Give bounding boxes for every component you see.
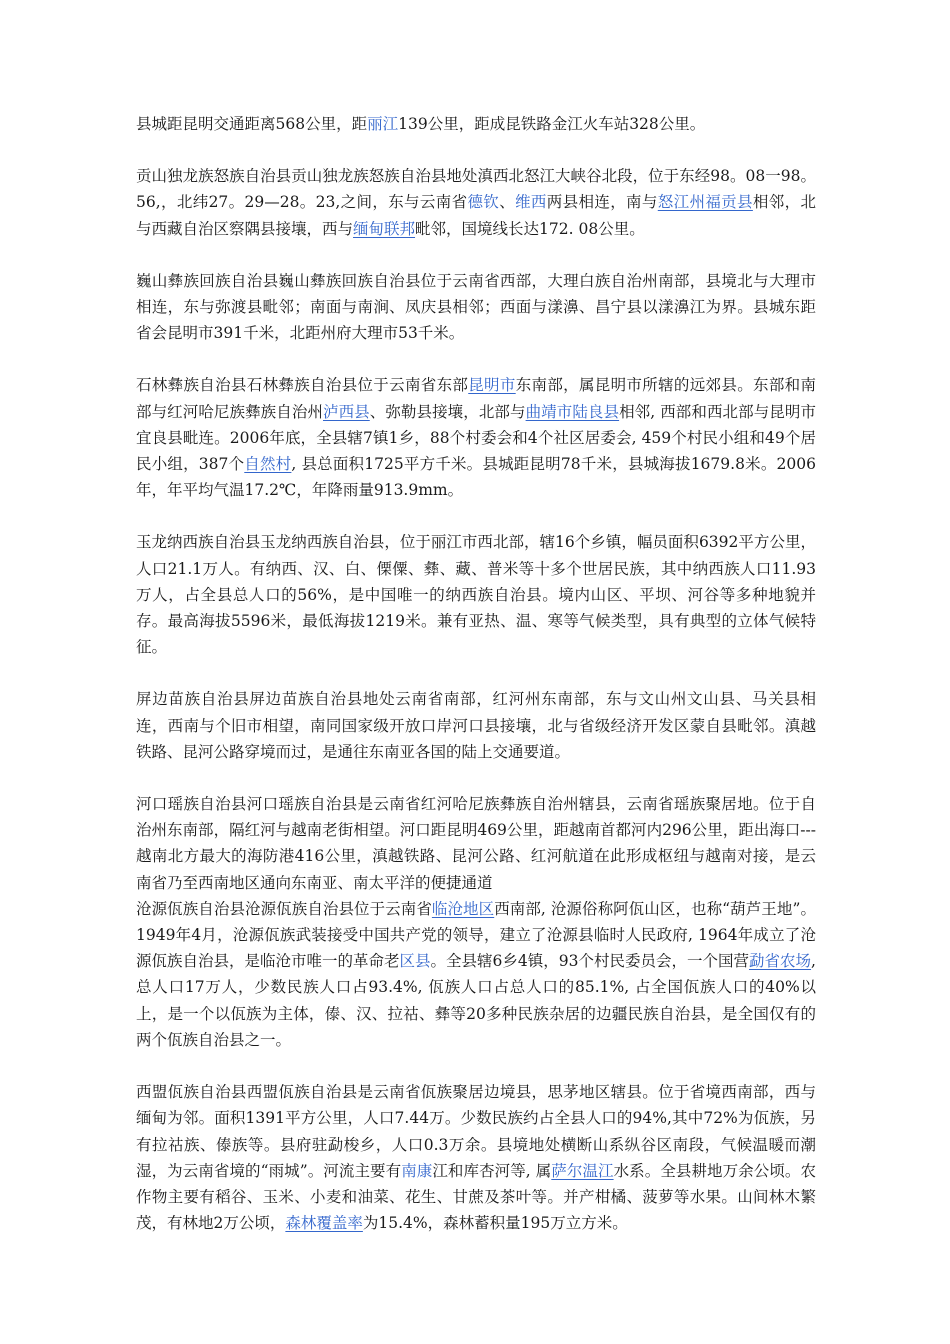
paragraph — [136, 372, 816, 503]
hyperlink[interactable]: 区县 — [399, 952, 431, 971]
hyperlink[interactable]: 勐省农场 — [749, 952, 812, 971]
text-segment: 西盟佤族自治县西盟佤族自治县是云南省佤族聚居边境县，思茅地区辖县。位于省境西南部，西与缅甸为邻。面积1391平方公里，人口7.44万。少数民族约占全县人口的94%,其中72%为佤族，另有拉祜族、傣族等。县府驻勐梭乡，人口0.3万余。县境地处横断山系纵谷区南段，气候温暖而潮湿，为云南省境的“雨城”。河流主要有 — [136, 1083, 816, 1180]
text-segment: 沧源佤族自治县沧源佤族自治县位于云南省 — [136, 899, 432, 918]
paragraph — [136, 686, 816, 765]
text-segment: 巍山彝族回族自治县巍山彝族回族自治县位于云南省西部，大理白族自治州南部，县境北与大理市相连，东与弥渡县毗邻；南面与南涧、凤庆县相邻；西面与漾濞、昌宁县以漾濞江为界。县城东距省会昆明市391千米，北距州府大理市53千米。 — [136, 271, 816, 343]
paragraph — [136, 896, 816, 1053]
text-segment: 江和库杏河等, 属 — [432, 1161, 552, 1180]
text-segment: 贡山独龙族怒族自治县贡山独龙族怒族自治县地处滇西北怒江大峡谷北段，位于东经98。08一98。56,，北纬27。29—28。23,之间，东与云南省 — [136, 167, 816, 212]
text-segment: 玉龙纳西族自治县玉龙纳西族自治县，位于丽江市西北部，辖16个乡镇，幅员面积6392平方公里，人口21.1万人。有纳西、汉、白、傈僳、彝、藏、普米等十多个世居民族，其中纳西族人口11.93万人，占全县总人口的56%，是中国唯一的纳西族自治县。境内山区、平坝、河谷等多种地貌并存。最高海拔5596米，最低海拔1219米。兼有亚热、温、寒等气候类型，具有典型的立体气候特征。 — [136, 533, 816, 657]
text-segment: 石林彝族自治县石林彝族自治县位于云南省东部 — [136, 376, 469, 395]
text-segment: 东南部，属昆明市所辖的远郊县。东部和南部与红河哈尼族彝族自治州 — [136, 376, 816, 421]
text-segment: 相邻, 西部和西北部与昆明市宜良县毗连。2006年底，全县辖7镇1乡，88个村委会和4个社区居委会, 459个村民小组和49个居民小组，387个 — [136, 402, 816, 474]
text-segment: , 总人口17万人，少数民族人口占93.4%, 佤族人口占总人口的85.1%, 占全国佤族人口的40%以上，是一个以佤族为主体，傣、汉、拉祜、彝等20多种民族杂居的边疆民族自治县，是全国仅有的两个佤族自治县之一。 — [136, 952, 816, 1049]
hyperlink[interactable]: 怒江州福贡县 — [657, 193, 753, 212]
paragraph — [136, 529, 816, 660]
hyperlink[interactable]: 森林覆盖率 — [285, 1214, 363, 1233]
text-segment: 西南部, 沧源俗称阿佤山区，也称“葫芦王地”。1949年4月，沧源佤族武装接受中国共产党的领导，建立了沧源县临时人民政府, 1964年成立了沧源佤族自治县，是临沧市唯一的革命老 — [136, 899, 816, 971]
text-segment: 屏边苗族自治县屏边苗族自治县地处云南省南部，红河州东南部，东与文山州文山县、马关县相连，西南与个旧市相望，南同国家级开放口岸河口县接壤，北与省级经济开发区蒙自县毗邻。滇越铁路、昆河公路穿境而过，是通往东南亚各国的陆上交通要道。 — [136, 690, 816, 761]
text-segment: 为15.4%，森林蓄积量195万立方米。 — [362, 1214, 628, 1233]
text-segment: 、 — [499, 193, 516, 212]
paragraph — [136, 163, 816, 242]
text-segment: 两县相连，南与 — [546, 193, 658, 212]
hyperlink[interactable]: 萨尔温江 — [551, 1161, 614, 1180]
paragraph — [136, 111, 816, 137]
paragraph — [136, 1079, 816, 1236]
hyperlink[interactable]: 曲靖市陆良县 — [525, 402, 620, 421]
hyperlink[interactable]: 临沧地区 — [431, 899, 495, 918]
text-segment: 。全县辖6乡4镇，93个村民委员会，一个国营 — [430, 952, 750, 971]
document-body — [136, 111, 816, 1262]
text-segment: 水系。全县耕地万余公顷。农作物主要有稻谷、玉米、小麦和油菜、花生、甘蔗及茶叶等。并产柑橘、菠萝等水果。山间林木繁茂，有林地2万公顷， — [136, 1161, 816, 1233]
text-segment: 毗邻，国境线长达172. 08公里。 — [415, 219, 645, 238]
hyperlink[interactable]: 南康 — [401, 1161, 433, 1180]
hyperlink[interactable]: 缅甸联邦 — [353, 219, 416, 238]
text-segment: 相邻，北与西藏自治区察隅县接壤，西与 — [136, 193, 816, 238]
paragraph — [136, 791, 816, 896]
hyperlink[interactable]: 维西 — [515, 193, 547, 212]
hyperlink[interactable]: 泸西县 — [323, 402, 370, 421]
text-segment: , 县总面积1725平方千米。县城距昆明78千米，县城海拔1679.8米。2006年，年平均气温17.2℃，年降雨量913.9mm。 — [136, 455, 816, 500]
hyperlink[interactable]: 德钦 — [467, 193, 500, 212]
text-segment: 县城距昆明交通距离568公里，距 — [136, 115, 368, 133]
text-segment: 139公里，距成昆铁路金江火车站328公里。 — [398, 115, 706, 133]
text-segment: 河口瑶族自治县河口瑶族自治县是云南省红河哈尼族彝族自治州辖县，云南省瑶族聚居地。位于自治州东南部，隔红河与越南老街相望。河口距昆明469公里，距越南首都河内296公里，距出海口---越南北方最大的海防港416公里，滇越铁路、昆河公路、红河航道在此形成枢纽与越南对接，是云南省乃至西南地区通向东南亚、南太平洋的便捷通道 — [136, 795, 816, 892]
hyperlink[interactable]: 自然村 — [244, 455, 292, 474]
text-segment: 、弥勒县接壤，北部与 — [369, 402, 526, 421]
hyperlink[interactable]: 昆明市 — [468, 376, 516, 395]
hyperlink[interactable]: 丽江 — [367, 115, 399, 133]
paragraph — [136, 268, 816, 347]
